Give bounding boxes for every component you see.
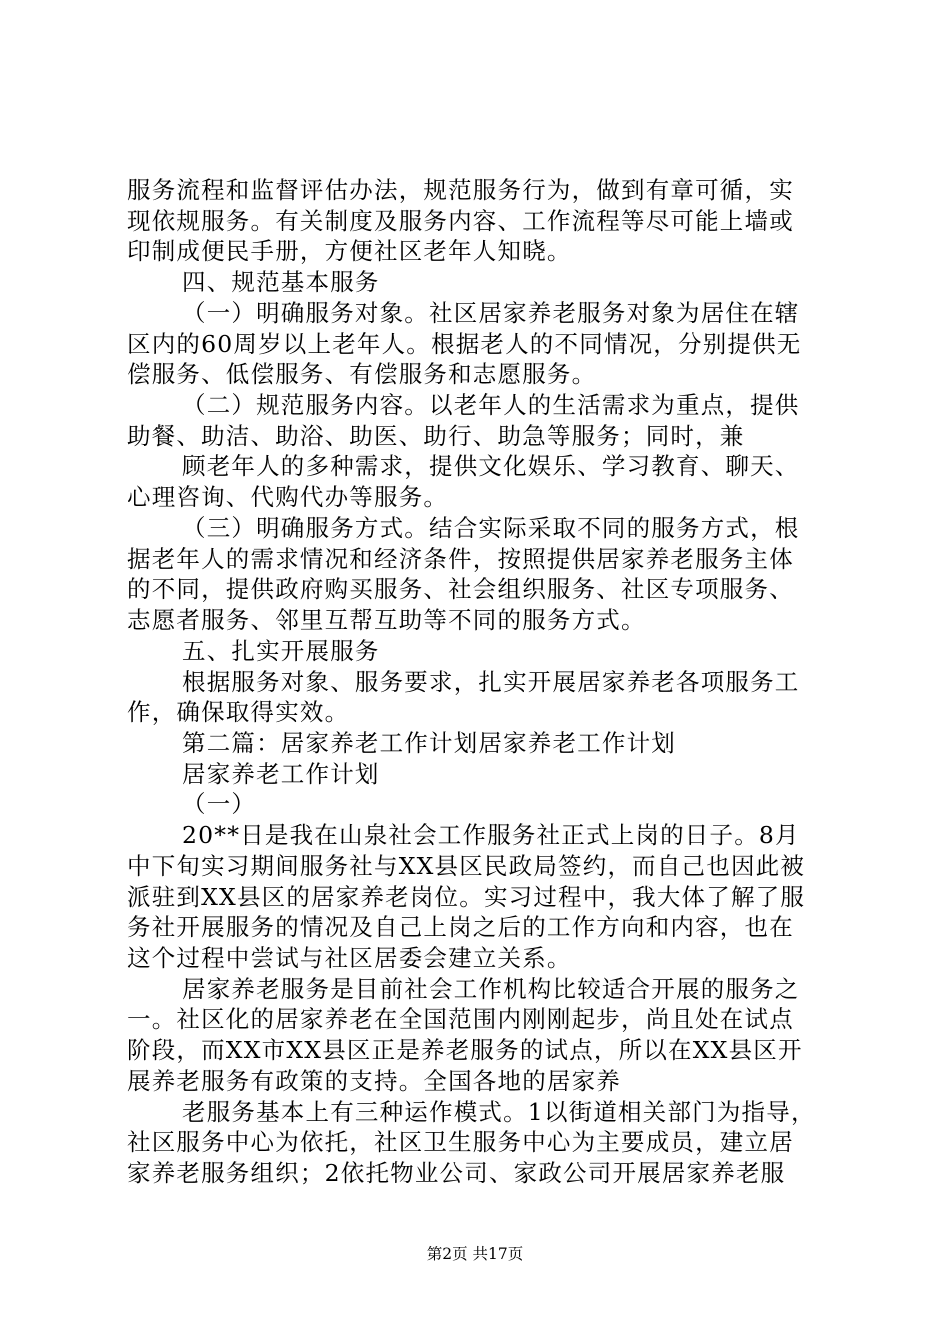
text-line: 偿服务、低偿服务、有偿服务和志愿服务。 [127, 360, 597, 388]
text-line: 据老年人的需求情况和经济条件，按照提供居家养老服务主体 [127, 545, 794, 573]
text-line: （一）明确服务对象。社区居家养老服务对象为居住在辖 [182, 299, 800, 327]
section-heading: 五、扎实开展服务 [182, 637, 380, 665]
text-line: 志愿者服务、邻里互帮互助等不同的服务方式。 [127, 606, 646, 634]
text-line: 助餐、助洁、助浴、助医、助行、助急等服务；同时，兼 [127, 422, 745, 450]
text-line: 展养老服务有政策的支持。全国各地的居家养 [127, 1067, 621, 1095]
text-line: 老服务基本上有三种运作模式。1以街道相关部门为指导， [182, 1098, 816, 1126]
text-line: 印制成便民手册，方便社区老年人知晓。 [127, 237, 572, 265]
text-line: 区内的60周岁以上老年人。根据老人的不同情况，分别提供无 [127, 330, 802, 358]
text-line: 社区服务中心为依托，社区卫生服务中心为主要成员，建立居 [127, 1128, 794, 1156]
text-line: 现依规服务。有关制度及服务内容、工作流程等尽可能上墙或 [127, 207, 794, 235]
chapter-subtitle: 居家养老工作计划 [182, 760, 380, 788]
text-line: 一。社区化的居家养老在全国范围内刚刚起步，尚且处在试点 [127, 1005, 794, 1033]
text-line: 居家养老服务是目前社会工作机构比较适合开展的服务之 [182, 975, 800, 1003]
text-line: 家养老服务组织；2依托物业公司、家政公司开展居家养老服 [127, 1159, 786, 1187]
page-footer: 第2页 共17页 [426, 1245, 524, 1263]
section-number: （一） [182, 790, 257, 818]
text-line: （三）明确服务方式。结合实际采取不同的服务方式，根 [182, 514, 800, 542]
text-line: 阶段，而XX市XX县区正是养老服务的试点，所以在XX县区开 [127, 1036, 803, 1064]
text-line: 作，确保取得实效。 [127, 698, 350, 726]
text-line: 心理咨询、代购代办等服务。 [127, 483, 449, 511]
text-line: 务社开展服务的情况及自己上岗之后的工作方向和内容，也在 [127, 913, 794, 941]
text-line: （二）规范服务内容。以老年人的生活需求为重点，提供 [182, 391, 800, 419]
text-line: 派驻到XX县区的居家养老岗位。实习过程中，我大体了解了服 [127, 883, 806, 911]
section-heading: 四、规范基本服务 [182, 268, 380, 296]
text-line: 服务流程和监督评估办法，规范服务行为，做到有章可循，实 [127, 176, 794, 204]
chapter-heading: 第二篇：居家养老工作计划居家养老工作计划 [182, 729, 676, 757]
text-line: 顾老年人的多种需求，提供文化娱乐、学习教育、聊天、 [182, 452, 800, 480]
text-line: 这个过程中尝试与社区居委会建立关系。 [127, 944, 572, 972]
text-line: 的不同，提供政府购买服务、社会组织服务、社区专项服务、 [127, 575, 794, 603]
text-line: 中下旬实习期间服务社与XX县区民政局签约，而自己也因此被 [127, 852, 806, 880]
text-line: 根据服务对象、服务要求，扎实开展居家养老各项服务工 [182, 668, 800, 696]
text-line: 20**日是我在山泉社会工作服务社正式上岗的日子。8月 [182, 821, 800, 849]
